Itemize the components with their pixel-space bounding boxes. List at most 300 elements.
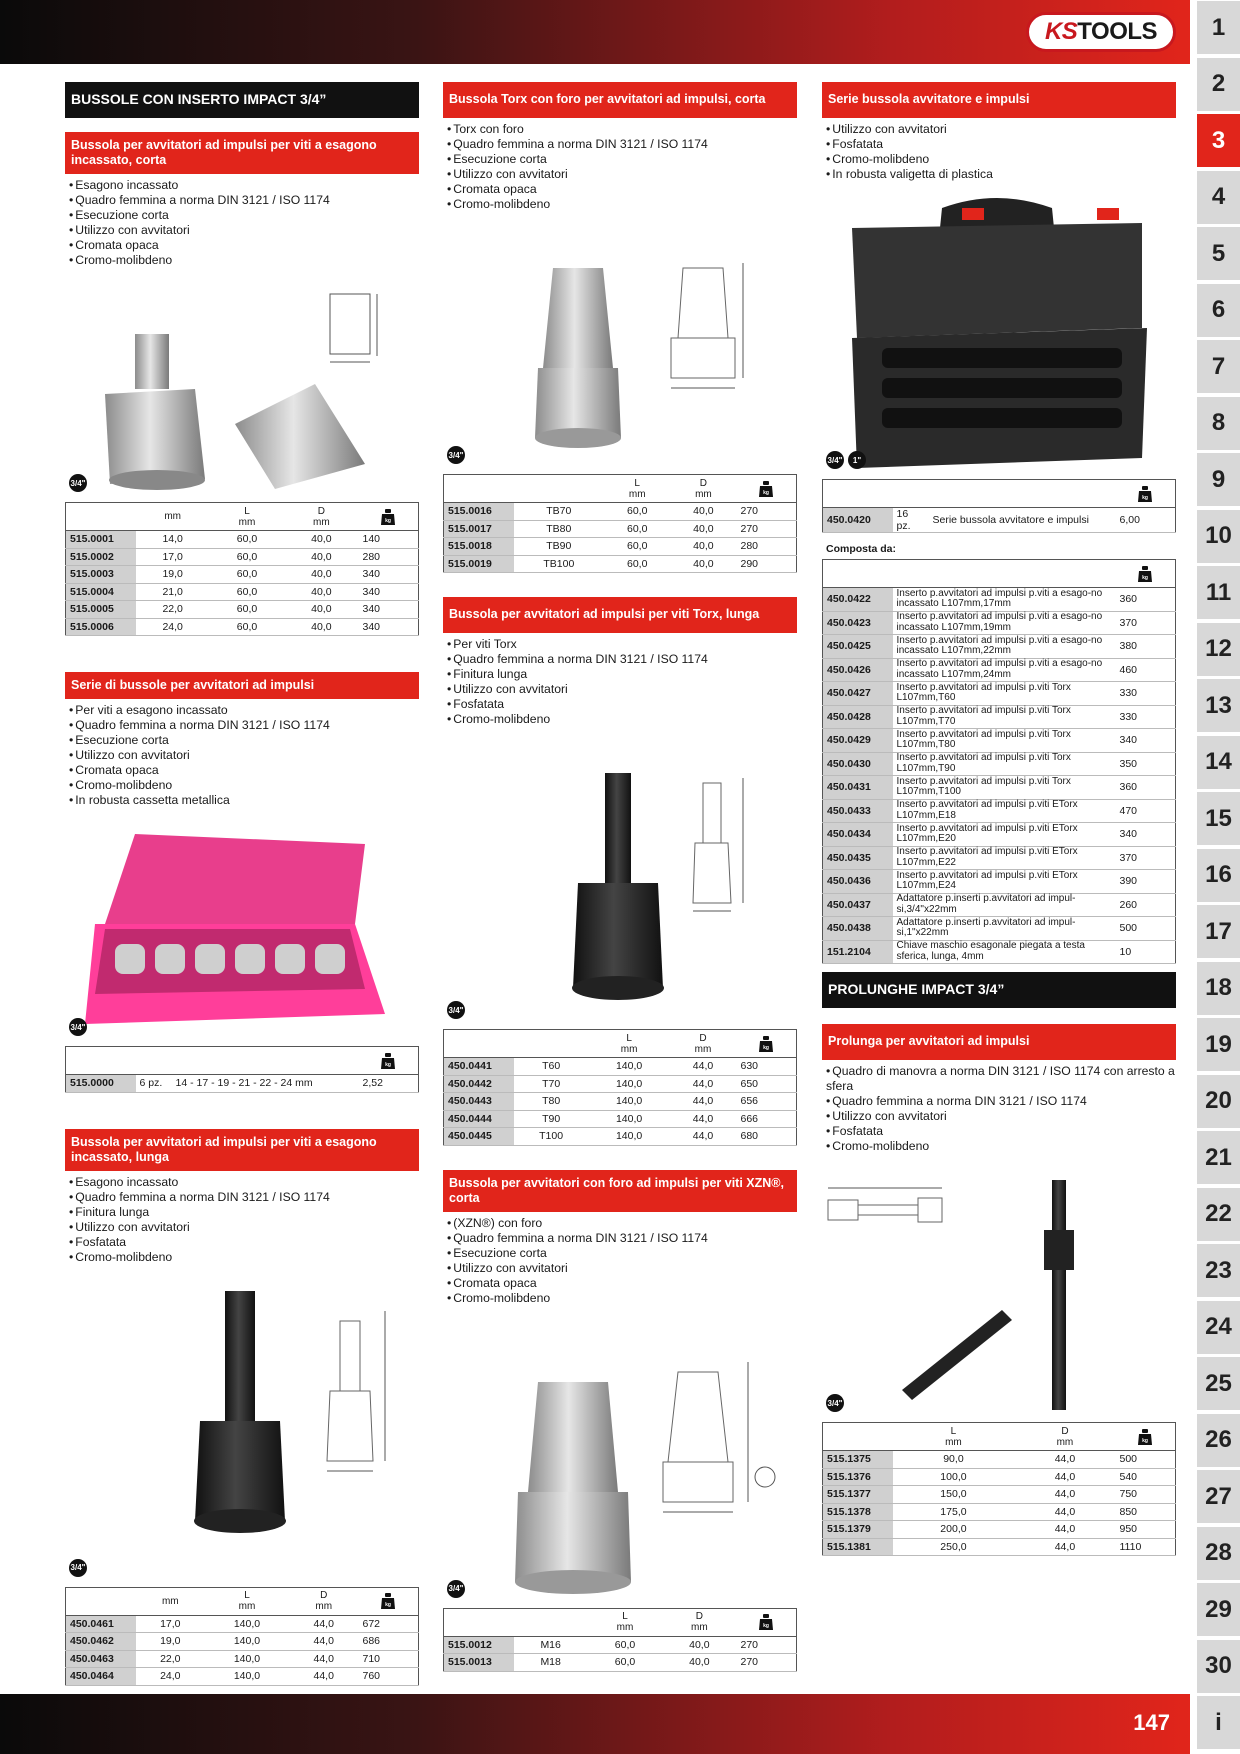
cell-w: 360: [1116, 776, 1176, 800]
cell-d: 44,0: [1014, 1486, 1115, 1504]
table-row: [823, 776, 1176, 800]
chapter-index-tabs: [1197, 0, 1240, 1754]
product-title: Bussola Torx con foro per avvitatori ad impulsi, corta: [443, 82, 797, 118]
feature-item: • Per viti Torx: [447, 637, 797, 652]
spec-table: L mm D mm 515.0016 TB70 60,0 40,0 270 515.0017 TB80 60,0 40,0 270 515.0018 TB90 60,0 40,0 280 515.0019 TB100 60,0 40,0 290: [443, 474, 797, 573]
cell-w: 1110: [1116, 1538, 1176, 1556]
cell-l: 200,0: [893, 1521, 1015, 1539]
cell-d: 40,0: [284, 566, 358, 584]
index-tab-25[interactable]: 25: [1197, 1357, 1240, 1410]
cell-w: 680: [737, 1128, 797, 1146]
cell-code: 515.0006: [66, 618, 136, 636]
cell-w: 750: [1116, 1486, 1176, 1504]
table-row: [823, 635, 1176, 659]
spec-table: mm L mm D mm 450.0461 17,0 140,0 44,0 672 450.0462 19,0 140,0 44,0 686 450.0463 22,0 140,0 44,0 710 450.0464 24,0 140,0 44,0 760: [65, 1587, 419, 1686]
cell-w: 710: [359, 1650, 419, 1668]
cell-w: 140: [359, 531, 419, 549]
feature-item: • Quadro femmina a norma DIN 3121 / ISO 1174: [447, 1231, 797, 1246]
feature-item: • Esagono incassato: [69, 178, 419, 193]
table-row: 515.0000 6 pz. 14 - 17 - 19 - 21 - 22 - 24 mm 2,52: [66, 1075, 419, 1093]
index-tab-11[interactable]: 11: [1197, 566, 1240, 619]
cell-code: 450.0464: [66, 1668, 136, 1686]
cell-l: 175,0: [893, 1503, 1015, 1521]
index-tab-14[interactable]: 14: [1197, 736, 1240, 789]
table-row: [823, 729, 1176, 753]
cell-l: 60,0: [210, 548, 284, 566]
cell-l: 60,0: [210, 583, 284, 601]
feature-item: • Cromo-molibdeno: [447, 197, 797, 212]
cell-w: 340: [1116, 823, 1176, 847]
cell-d: 40,0: [284, 548, 358, 566]
feature-item: • Utilizzo con avvitatori: [69, 748, 419, 763]
feature-item: • Utilizzo con avvitatori: [69, 223, 419, 238]
cell-code: 515.0017: [444, 520, 514, 538]
index-tab-24[interactable]: 24: [1197, 1301, 1240, 1354]
cell-w: 340: [359, 583, 419, 601]
index-tab-18[interactable]: 18: [1197, 962, 1240, 1015]
feature-item: • Utilizzo con avvitatori: [447, 1261, 797, 1276]
cell-code: 450.0444: [444, 1110, 514, 1128]
cell-code: 450.0445: [444, 1128, 514, 1146]
feature-item: • Fosfatata: [826, 137, 1176, 152]
table-row: [66, 1650, 419, 1668]
cell-code: 450.0426: [823, 658, 893, 682]
cell-d: 44,0: [1014, 1468, 1115, 1486]
cell-l: 60,0: [210, 531, 284, 549]
cell-w: 650: [737, 1075, 797, 1093]
table-row: [823, 940, 1176, 964]
feature-item: • Cromo-molibdeno: [69, 778, 419, 793]
cell-d: 44,0: [669, 1075, 736, 1093]
feature-item: • Fosfatata: [826, 1124, 1176, 1139]
table-row: [823, 823, 1176, 847]
table-row: [444, 503, 797, 521]
cell-size: TB100: [514, 555, 605, 573]
index-tab-26[interactable]: 26: [1197, 1414, 1240, 1467]
feature-item: • Cromata opaca: [69, 763, 419, 778]
cell-w: 760: [359, 1668, 419, 1686]
cell-w: 10: [1116, 940, 1176, 964]
feature-item: • Cromata opaca: [447, 182, 797, 197]
cell-desc: Chiave maschio esagonale piegata a testa sferica, lunga, 4mm: [893, 940, 1116, 964]
cell-w: 500: [1116, 917, 1176, 941]
cell-desc: Inserto p.avvitatori ad impulsi p.viti a esago-no incassato L107mm,19mm: [893, 611, 1116, 635]
xzn-socket-illustration: [443, 1312, 797, 1602]
table-row: [444, 1075, 797, 1093]
product-image-torx-long: [443, 733, 797, 1023]
feature-item: • Quadro femmina a norma DIN 3121 / ISO 1174: [69, 718, 419, 733]
cell-w: 290: [737, 555, 797, 573]
cell-code: 450.0427: [823, 682, 893, 706]
cell-code: 515.1379: [823, 1521, 893, 1539]
cell-desc: Inserto p.avvitatori ad impulsi p.viti a esago-no incassato L107mm,22mm: [893, 635, 1116, 659]
cell-l: 140,0: [589, 1093, 670, 1111]
feature-item: • Utilizzo con avvitatori: [447, 167, 797, 182]
feature-item: • Cromo-molibdeno: [69, 253, 419, 268]
table-row: [66, 583, 419, 601]
table-row: [444, 1093, 797, 1111]
index-tab-4[interactable]: 4: [1197, 171, 1240, 224]
cell-code: 450.0437: [823, 893, 893, 917]
cell-l: 140,0: [589, 1128, 670, 1146]
feature-item: • Cromo-molibdeno: [447, 712, 797, 727]
table-row: [66, 531, 419, 549]
product-image-socket-set-case: [65, 814, 419, 1040]
cell-size: TB80: [514, 520, 605, 538]
cell-code: 450.0438: [823, 917, 893, 941]
product-title: Bussola per avvitatori ad impulsi per viti a esagono incassato, lunga: [65, 1129, 419, 1171]
cell-size: M16: [514, 1636, 588, 1654]
feature-item: • Quadro femmina a norma DIN 3121 / ISO 1174: [447, 137, 797, 152]
cell-code: 515.0013: [444, 1654, 514, 1672]
feature-item: • Quadro femmina a norma DIN 3121 / ISO 1174: [69, 193, 419, 208]
cell-w: 500: [1116, 1451, 1176, 1469]
long-torx-socket-illustration: [443, 733, 797, 1023]
cell-code: 515.0005: [66, 601, 136, 619]
table-row: [444, 1654, 797, 1672]
plastic-case-illustration: [822, 188, 1176, 473]
cell-w: 330: [1116, 682, 1176, 706]
cell-size: TB90: [514, 538, 605, 556]
index-tab-29[interactable]: 29: [1197, 1583, 1240, 1636]
cell-w: 630: [737, 1058, 797, 1076]
cell-code: 515.1375: [823, 1451, 893, 1469]
cell-d: 40,0: [284, 601, 358, 619]
cell-d: 40,0: [284, 531, 358, 549]
table-row: [444, 1636, 797, 1654]
feature-item: • Fosfatata: [447, 697, 797, 712]
cell-l: 60,0: [210, 618, 284, 636]
cell-code: 515.0012: [444, 1636, 514, 1654]
weight-icon: [359, 503, 419, 531]
cell-d: 40,0: [670, 555, 736, 573]
long-hex-socket-illustration: [65, 1271, 419, 1581]
cell-desc: Inserto p.avvitatori ad impulsi p.viti Torx L107mm,T80: [893, 729, 1116, 753]
cell-w: 340: [359, 618, 419, 636]
cell-code: 515.0016: [444, 503, 514, 521]
cell-w: 360: [1116, 588, 1176, 612]
cell-size: T100: [514, 1128, 589, 1146]
cell-d: 40,0: [662, 1636, 736, 1654]
cell-desc: Adattatore p.inserti p.avvitatori ad impul-si,3/4"x22mm: [893, 893, 1116, 917]
table-row: [823, 1451, 1176, 1469]
table-row: [823, 705, 1176, 729]
cell-w: 686: [359, 1633, 419, 1651]
weight-icon: [359, 1047, 419, 1075]
cell-w: 672: [359, 1615, 419, 1633]
feature-list: [69, 178, 419, 268]
product-title: Prolunga per avvitatori ad impulsi: [822, 1024, 1176, 1060]
index-tab-15[interactable]: 15: [1197, 792, 1240, 845]
feature-list: [826, 1064, 1176, 1154]
feature-item: • In robusta valigetta di plastica: [826, 167, 1176, 182]
cell-w: 270: [737, 1636, 797, 1654]
table-row: [823, 846, 1176, 870]
cell-desc: Inserto p.avvitatori ad impulsi p.viti Torx L107mm,T70: [893, 705, 1116, 729]
col-d-header: D mm: [284, 503, 358, 531]
index-tab-12[interactable]: 12: [1197, 623, 1240, 676]
column-3: [822, 82, 1176, 1556]
cell-size: T70: [514, 1075, 589, 1093]
cell-l: 140,0: [205, 1668, 289, 1686]
cell-size: 19,0: [136, 566, 210, 584]
logo-tools-text: TOOLS: [1077, 18, 1158, 45]
drive-size-badge: 3/4": [69, 1559, 87, 1577]
feature-item: • Esecuzione corta: [69, 208, 419, 223]
feature-item: • Cromo-molibdeno: [69, 1250, 419, 1265]
cell-code: 515.1377: [823, 1486, 893, 1504]
product-image-plastic-case-set: [822, 188, 1176, 473]
cell-code: 515.0018: [444, 538, 514, 556]
index-tab-i[interactable]: i: [1197, 1696, 1240, 1749]
table-row: [823, 870, 1176, 894]
cell-size: 24,0: [136, 1668, 206, 1686]
cell-size: 24,0: [136, 618, 210, 636]
cell-l: 60,0: [604, 555, 670, 573]
cell-d: 44,0: [289, 1668, 359, 1686]
contents-table: [822, 559, 1176, 964]
cell-d: 40,0: [670, 520, 736, 538]
table-row: [444, 1128, 797, 1146]
index-tab-13[interactable]: 13: [1197, 679, 1240, 732]
cell-code: 515.1381: [823, 1538, 893, 1556]
index-tab-16[interactable]: 16: [1197, 849, 1240, 902]
table-row: [823, 1538, 1176, 1556]
cell-desc: Inserto p.avvitatori ad impulsi p.viti Torx L107mm,T90: [893, 752, 1116, 776]
cell-desc: Inserto p.avvitatori ad impulsi p.viti ETorx L107mm,E20: [893, 823, 1116, 847]
drive-size-badge: 3/4": [826, 451, 844, 469]
cell-w: 350: [1116, 752, 1176, 776]
cell-code: 450.0425: [823, 635, 893, 659]
feature-item: • Per viti a esagono incassato: [69, 703, 419, 718]
feature-item: • Esecuzione corta: [447, 1246, 797, 1261]
product-image-torx-short: [443, 218, 797, 468]
cell-code: 450.0423: [823, 611, 893, 635]
cell-d: 44,0: [1014, 1503, 1115, 1521]
feature-item: • Utilizzo con avvitatori: [69, 1220, 419, 1235]
cell-code: 515.0001: [66, 531, 136, 549]
cell-desc: Inserto p.avvitatori ad impulsi p.viti a esago-no incassato L107mm,17mm: [893, 588, 1116, 612]
cell-w: 950: [1116, 1521, 1176, 1539]
spec-table: [65, 502, 419, 636]
index-tab-27[interactable]: 27: [1197, 1470, 1240, 1523]
index-tab-10[interactable]: 10: [1197, 510, 1240, 563]
feature-item: • Finitura lunga: [447, 667, 797, 682]
table-row: [66, 1633, 419, 1651]
table-row: [66, 548, 419, 566]
cell-d: 44,0: [669, 1093, 736, 1111]
table-row: [66, 601, 419, 619]
feature-item: • Fosfatata: [69, 1235, 419, 1250]
index-tab-20[interactable]: 20: [1197, 1075, 1240, 1128]
cell-code: 450.0428: [823, 705, 893, 729]
cell-code: 515.0003: [66, 566, 136, 584]
cell-size: 14,0: [136, 531, 210, 549]
cell-code: 450.0430: [823, 752, 893, 776]
cell-code: 450.0442: [444, 1075, 514, 1093]
cell-l: 60,0: [210, 601, 284, 619]
index-tab-2[interactable]: 2: [1197, 58, 1240, 111]
index-tab-5[interactable]: 5: [1197, 227, 1240, 280]
cell-desc: Inserto p.avvitatori ad impulsi p.viti ETorx L107mm,E24: [893, 870, 1116, 894]
spec-table: L mm D mm 450.0441 T60 140,0 44,0 630 450.0442 T70 140,0 44,0 650 450.0443 T80 140,0 44,0 656 450.0444 T90 140,0 44,0 666 450.0445 T100 140,0 44,0 680: [443, 1029, 797, 1146]
index-tab-1[interactable]: 1: [1197, 1, 1240, 54]
table-row: [823, 588, 1176, 612]
table-row: [823, 1486, 1176, 1504]
cell-w: 270: [737, 520, 797, 538]
feature-list: [447, 122, 797, 212]
table-row: [823, 917, 1176, 941]
table-row: [823, 893, 1176, 917]
index-tab-17[interactable]: 17: [1197, 905, 1240, 958]
feature-item: • Quadro femmina a norma DIN 3121 / ISO 1174: [69, 1190, 419, 1205]
cell-w: 260: [1116, 893, 1176, 917]
logo-ks-text: KS: [1044, 18, 1078, 45]
index-tab-9[interactable]: 9: [1197, 453, 1240, 506]
product-image-hex-short: [65, 274, 419, 496]
feature-item: • Utilizzo con avvitatori: [826, 122, 1176, 137]
feature-item: • Esecuzione corta: [69, 733, 419, 748]
cell-desc: Inserto p.avvitatori ad impulsi p.viti a esago-no incassato L107mm,24mm: [893, 658, 1116, 682]
feature-item: • Cromata opaca: [447, 1276, 797, 1291]
cell-d: 40,0: [662, 1654, 736, 1672]
cell-code: 450.0443: [444, 1093, 514, 1111]
feature-item: • In robusta cassetta metallica: [69, 793, 419, 808]
cell-d: 44,0: [289, 1633, 359, 1651]
bottom-banner: [0, 1694, 1190, 1754]
cell-size: 22,0: [136, 601, 210, 619]
cell-w: 330: [1116, 705, 1176, 729]
index-tab-19[interactable]: 19: [1197, 1018, 1240, 1071]
index-tab-3[interactable]: 3: [1197, 114, 1240, 167]
cell-code: 515.0004: [66, 583, 136, 601]
table-row: [823, 611, 1176, 635]
cell-d: 40,0: [670, 503, 736, 521]
drive-size-badge: 3/4": [447, 1580, 465, 1598]
extension-bar-illustration: [822, 1160, 1176, 1416]
cell-code: 450.0463: [66, 1650, 136, 1668]
cell-w: 280: [737, 538, 797, 556]
index-tab-28[interactable]: 28: [1197, 1527, 1240, 1580]
cell-l: 140,0: [589, 1110, 670, 1128]
cell-code: 450.0435: [823, 846, 893, 870]
spec-table: L mm D mm 515.0012 M16 60,0 40,0 270 515.0013 M18 60,0 40,0 270: [443, 1608, 797, 1672]
cell-size: 17,0: [136, 548, 210, 566]
table-row: [66, 618, 419, 636]
cell-w: 340: [359, 566, 419, 584]
cell-l: 60,0: [210, 566, 284, 584]
table-row: [823, 1503, 1176, 1521]
cell-l: 60,0: [604, 538, 670, 556]
table-row: [444, 520, 797, 538]
cell-size: 17,0: [136, 1615, 206, 1633]
cell-desc: Inserto p.avvitatori ad impulsi p.viti ETorx L107mm,E18: [893, 799, 1116, 823]
spec-table: [822, 479, 1176, 533]
product-title: Serie bussola avvitatore e impulsi: [822, 82, 1176, 118]
weight-icon: [737, 1030, 797, 1058]
cell-l: 140,0: [205, 1650, 289, 1668]
cell-desc: Adattatore p.inserti p.avvitatori ad impul-si,1"x22mm: [893, 917, 1116, 941]
cell-code: 151.2104: [823, 940, 893, 964]
cell-code: 515.0019: [444, 555, 514, 573]
feature-item: • Esagono incassato: [69, 1175, 419, 1190]
table-row: [823, 752, 1176, 776]
feature-list: [69, 1175, 419, 1265]
table-row: [823, 1468, 1176, 1486]
cell-l: 250,0: [893, 1538, 1015, 1556]
feature-item: • Cromo-molibdeno: [826, 152, 1176, 167]
drive-size-badge: 3/4": [447, 446, 465, 464]
product-title: Bussola per avvitatori ad impulsi per viti Torx, lunga: [443, 597, 797, 633]
cell-l: 100,0: [893, 1468, 1015, 1486]
drive-size-badge: 1": [848, 451, 866, 469]
table-row: [444, 1058, 797, 1076]
index-tab-23[interactable]: 23: [1197, 1244, 1240, 1297]
cell-code: 450.0461: [66, 1615, 136, 1633]
cell-d: 40,0: [670, 538, 736, 556]
cell-l: 140,0: [589, 1058, 670, 1076]
product-title: Bussola per avvitatori ad impulsi per viti a esagono incassato, corta: [65, 132, 419, 174]
feature-item: • Cromata opaca: [69, 238, 419, 253]
section-title: BUSSOLE CON INSERTO IMPACT 3/4”: [65, 82, 419, 118]
index-tab-7[interactable]: 7: [1197, 340, 1240, 393]
cell-code: 450.0462: [66, 1633, 136, 1651]
index-tab-21[interactable]: 21: [1197, 1131, 1240, 1184]
feature-item: • Torx con foro: [447, 122, 797, 137]
table-row: [823, 799, 1176, 823]
cell-w: 656: [737, 1093, 797, 1111]
product-image-hex-long: [65, 1271, 419, 1581]
feature-list: [69, 703, 419, 808]
column-2: [443, 82, 797, 1672]
cell-size: 22,0: [136, 1650, 206, 1668]
cell-code: 450.0434: [823, 823, 893, 847]
feature-list: [826, 122, 1176, 182]
cell-code: 450.0431: [823, 776, 893, 800]
drive-size-badge: 3/4": [826, 1394, 844, 1412]
table-row: [66, 566, 419, 584]
cell-w: 270: [737, 503, 797, 521]
feature-item: • (XZN®) con foro: [447, 1216, 797, 1231]
cell-w: 460: [1116, 658, 1176, 682]
feature-item: • Esecuzione corta: [447, 152, 797, 167]
drive-size-badge: 3/4": [69, 474, 87, 492]
cell-desc: Inserto p.avvitatori ad impulsi p.viti ETorx L107mm,E22: [893, 846, 1116, 870]
index-tab-8[interactable]: 8: [1197, 397, 1240, 450]
cell-w: 470: [1116, 799, 1176, 823]
product-title: Bussola per avvitatori con foro ad impulsi per viti XZN®, corta: [443, 1170, 797, 1212]
cell-d: 44,0: [1014, 1521, 1115, 1539]
weight-icon: [737, 1608, 797, 1636]
col-size-header: mm: [136, 503, 210, 531]
cell-d: 44,0: [1014, 1538, 1115, 1556]
cell-w: 540: [1116, 1468, 1176, 1486]
cell-d: 40,0: [284, 618, 358, 636]
index-tab-6[interactable]: 6: [1197, 284, 1240, 337]
table-row: [823, 658, 1176, 682]
metal-case-illustration: [65, 814, 419, 1040]
index-tab-22[interactable]: 22: [1197, 1188, 1240, 1241]
cell-size: TB70: [514, 503, 605, 521]
index-tab-30[interactable]: 30: [1197, 1640, 1240, 1693]
product-title: Serie di bussole per avvitatori ad impulsi: [65, 672, 419, 699]
cell-w: 270: [737, 1654, 797, 1672]
cell-l: 140,0: [205, 1615, 289, 1633]
feature-list: [447, 1216, 797, 1306]
cell-d: 44,0: [1014, 1451, 1115, 1469]
cell-size: T80: [514, 1093, 589, 1111]
top-banner: [0, 0, 1190, 64]
